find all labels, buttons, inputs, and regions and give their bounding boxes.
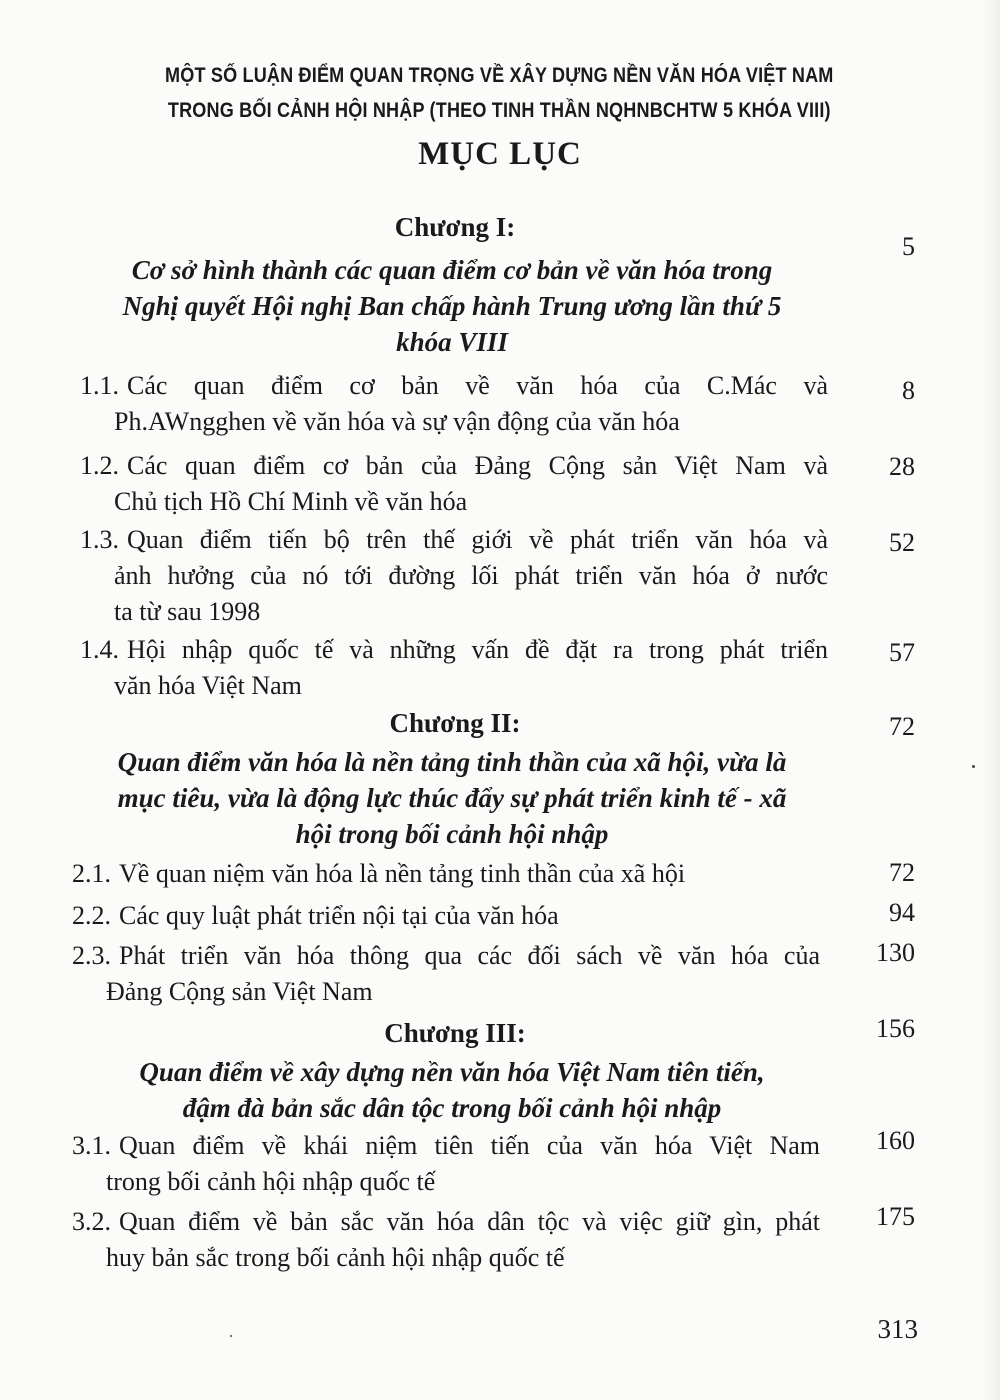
toc-entry-line (80, 448, 828, 484)
page-number: 313 (877, 1314, 918, 1344)
toc-entry (72, 1128, 820, 1200)
toc-entry (80, 448, 828, 520)
section-page-number: 28 (889, 452, 915, 481)
toc-entry (80, 522, 828, 630)
chapter-title-line: Quan điểm về xây dựng nền văn hóa Việt Nam tiên tiến, (139, 1057, 765, 1087)
chapter-heading: Chương II: (389, 708, 521, 738)
section-title: Các quy luật phát triển nội tại của văn hóa (119, 901, 559, 930)
chapter-title (72, 252, 832, 360)
section-number: 2.2. (72, 901, 111, 930)
toc-title: MỤC LỤC (418, 136, 582, 172)
section-number: 1.1. (80, 371, 119, 400)
toc-entry-line: văn hóa Việt Nam (114, 671, 302, 700)
section-number: 1.4. (80, 635, 119, 664)
section-page-number: 8 (902, 376, 915, 405)
chapter-title-line: Cơ sở hình thành các quan điểm cơ bản về văn hóa trong (131, 255, 773, 285)
section-page-number: 94 (889, 898, 915, 927)
chapter-page-number: 5 (902, 232, 915, 261)
toc-entry-line (72, 856, 820, 892)
chapter-page-number: 72 (889, 712, 915, 741)
section-page-number: 160 (876, 1126, 915, 1155)
chapter-title (72, 744, 832, 852)
speck (972, 765, 975, 768)
section-page-number: 52 (889, 528, 915, 557)
chapter-heading: Chương III: (384, 1018, 526, 1048)
toc-entry-line: ta từ sau 1998 (114, 597, 261, 626)
chapter-title-line: khóa VIII (396, 327, 508, 357)
section-title: Quan điểm về khái niệm tiên tiến của văn hóa Việt Nam (119, 1131, 820, 1160)
section-number: 3.1. (72, 1131, 111, 1160)
chapter-title-line: hội trong bối cảnh hội nhập (295, 819, 609, 849)
section-page-number: 57 (889, 638, 915, 667)
toc-entry (80, 368, 828, 440)
chapter-title-line: Nghị quyết Hội nghị Ban chấp hành Trung ương lần thứ 5 (122, 291, 782, 321)
section-number: 3.2. (72, 1207, 111, 1236)
section-number: 1.3. (80, 525, 119, 554)
section-title: Về quan niệm văn hóa là nền tảng tinh thần của xã hội (119, 859, 686, 888)
section-number: 2.3. (72, 941, 111, 970)
toc-entry-line: Ph.AWngghen về văn hóa và sự vận động của văn hóa (114, 407, 680, 436)
section-title: Các quan điểm cơ bản của Đảng Cộng sản Việt Nam và (127, 451, 828, 480)
section-number: 2.1. (72, 859, 111, 888)
toc-entry-line (72, 1204, 820, 1240)
section-page-number: 72 (889, 858, 915, 887)
chapter-page-number: 156 (876, 1014, 915, 1043)
header-line-2: TRONG BỐI CẢNH HỘI NHẬP (THEO TINH THẦN NQHNBCHTW 5 KHÓA VIII) (167, 99, 831, 122)
toc-entry (80, 632, 828, 704)
toc-entry (72, 898, 820, 934)
toc-entry-line: Đảng Cộng sản Việt Nam (106, 977, 373, 1006)
toc-entry-line: Chủ tịch Hồ Chí Minh về văn hóa (114, 487, 468, 516)
section-title: Các quan điểm cơ bản về văn hóa của C.Mác và (127, 371, 828, 400)
section-title: Hội nhập quốc tế và những vấn đề đặt ra trong phát triển (127, 635, 828, 664)
chapter-title-line: đậm đà bản sắc dân tộc trong bối cảnh hội nhập (182, 1093, 722, 1123)
toc-entry (72, 856, 820, 892)
chapter-title-line: Quan điểm văn hóa là nền tảng tinh thần của xã hội, vừa là (117, 747, 787, 777)
section-number: 1.2. (80, 451, 119, 480)
chapter-title-line: mục tiêu, vừa là động lực thúc đẩy sự phát triển kinh tế - xã (117, 783, 787, 813)
chapter-title (72, 1054, 832, 1126)
toc-entry-line (80, 368, 828, 404)
toc-entry-line (80, 632, 828, 668)
toc-entry-line: huy bản sắc trong bối cảnh hội nhập quốc tế (106, 1243, 565, 1272)
toc-entry (72, 1204, 820, 1276)
header-line-1: MỘT SỐ LUẬN ĐIỂM QUAN TRỌNG VỀ XÂY DỰNG NỀN VĂN HÓA VIỆT NAM (165, 64, 834, 87)
toc-entry-line (80, 522, 828, 558)
toc-entry (72, 938, 820, 1010)
section-title: Quan điểm về bản sắc văn hóa dân tộc và việc giữ gìn, phát (119, 1207, 820, 1236)
section-title: Quan điểm tiến bộ trên thế giới về phát triển văn hóa và (127, 525, 828, 554)
toc-entry-line (72, 1128, 820, 1164)
section-page-number: 175 (876, 1202, 915, 1231)
toc-entry-line: trong bối cảnh hội nhập quốc tế (106, 1167, 436, 1196)
section-title: Phát triển văn hóa thông qua các đối sách về văn hóa của (119, 941, 820, 970)
chapter-heading: Chương I: (394, 212, 516, 242)
section-page-number: 130 (876, 938, 915, 967)
toc-entry-line: ảnh hưởng của nó tới đường lối phát triển văn hóa ở nước (114, 561, 828, 590)
speck (230, 1335, 232, 1337)
toc-entry-line (72, 898, 820, 934)
toc-entry-line (72, 938, 820, 974)
